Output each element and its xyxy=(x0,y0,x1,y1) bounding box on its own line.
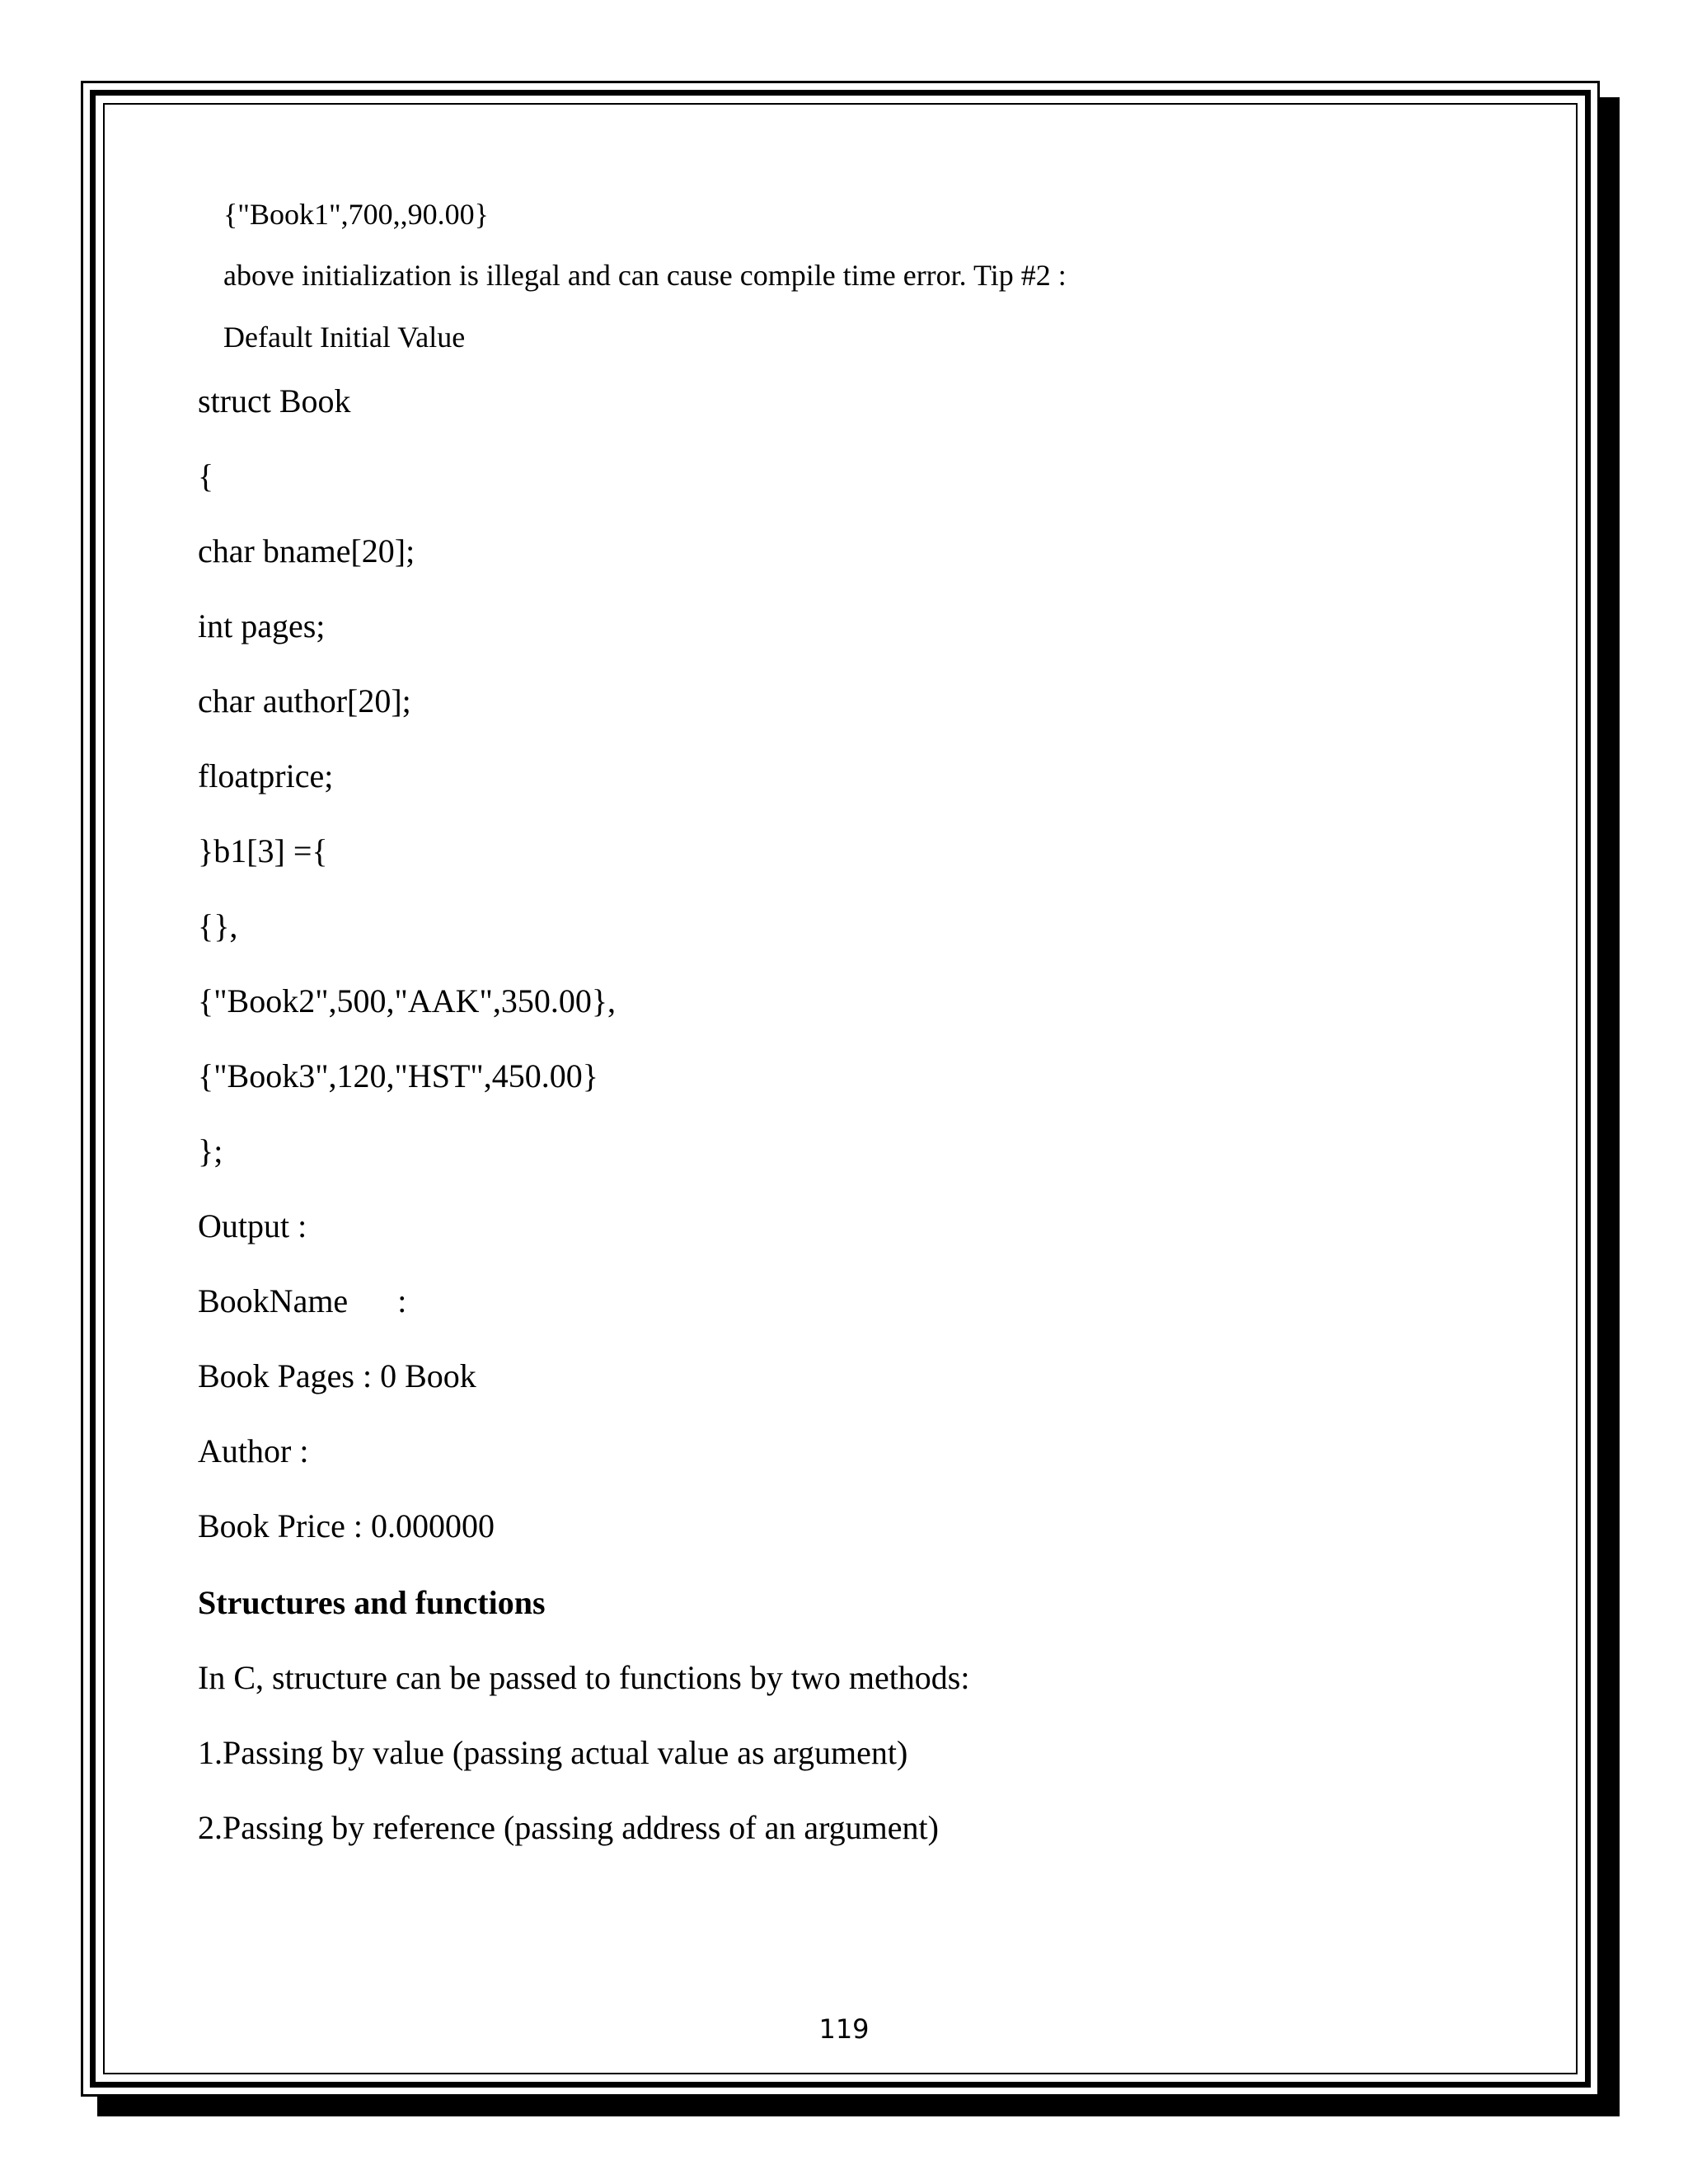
output-line: Output : xyxy=(198,1207,307,1244)
output-line: Book Price : 0.000000 xyxy=(198,1507,495,1544)
code-line: {"Book2",500,"AAK",350.00}, xyxy=(198,982,617,1019)
code-line: {"Book3",120,"HST",450.00} xyxy=(198,1057,598,1094)
section-heading: Structures and functions xyxy=(198,1584,546,1621)
code-line: struct Book xyxy=(198,382,351,419)
output-line: Book Pages : 0 Book xyxy=(198,1357,476,1394)
page-number: 119 xyxy=(818,2013,870,2045)
code-line: { xyxy=(198,457,214,494)
code-line: {}, xyxy=(198,907,238,944)
code-line: char author[20]; xyxy=(198,682,411,719)
section-line: 2.Passing by reference (passing address of an argument) xyxy=(198,1809,939,1846)
intro-line-2: above initialization is illegal and can cause compile time error. Tip #2 : xyxy=(223,259,1067,292)
code-line: char bname[20]; xyxy=(198,532,415,569)
section-line: 1.Passing by value (passing actual value as argument) xyxy=(198,1734,908,1771)
intro-line-1: {"Book1",700,,90.00} xyxy=(223,198,489,231)
output-line: BookName : xyxy=(198,1282,407,1319)
code-line: int pages; xyxy=(198,607,326,644)
code-line: }; xyxy=(198,1132,223,1169)
code-line: }b1[3] ={ xyxy=(198,832,328,869)
intro-line-3: Default Initial Value xyxy=(223,321,466,354)
code-line: floatprice; xyxy=(198,757,334,794)
section-line: In C, structure can be passed to functions by two methods: xyxy=(198,1659,970,1696)
output-line: Author : xyxy=(198,1432,309,1469)
